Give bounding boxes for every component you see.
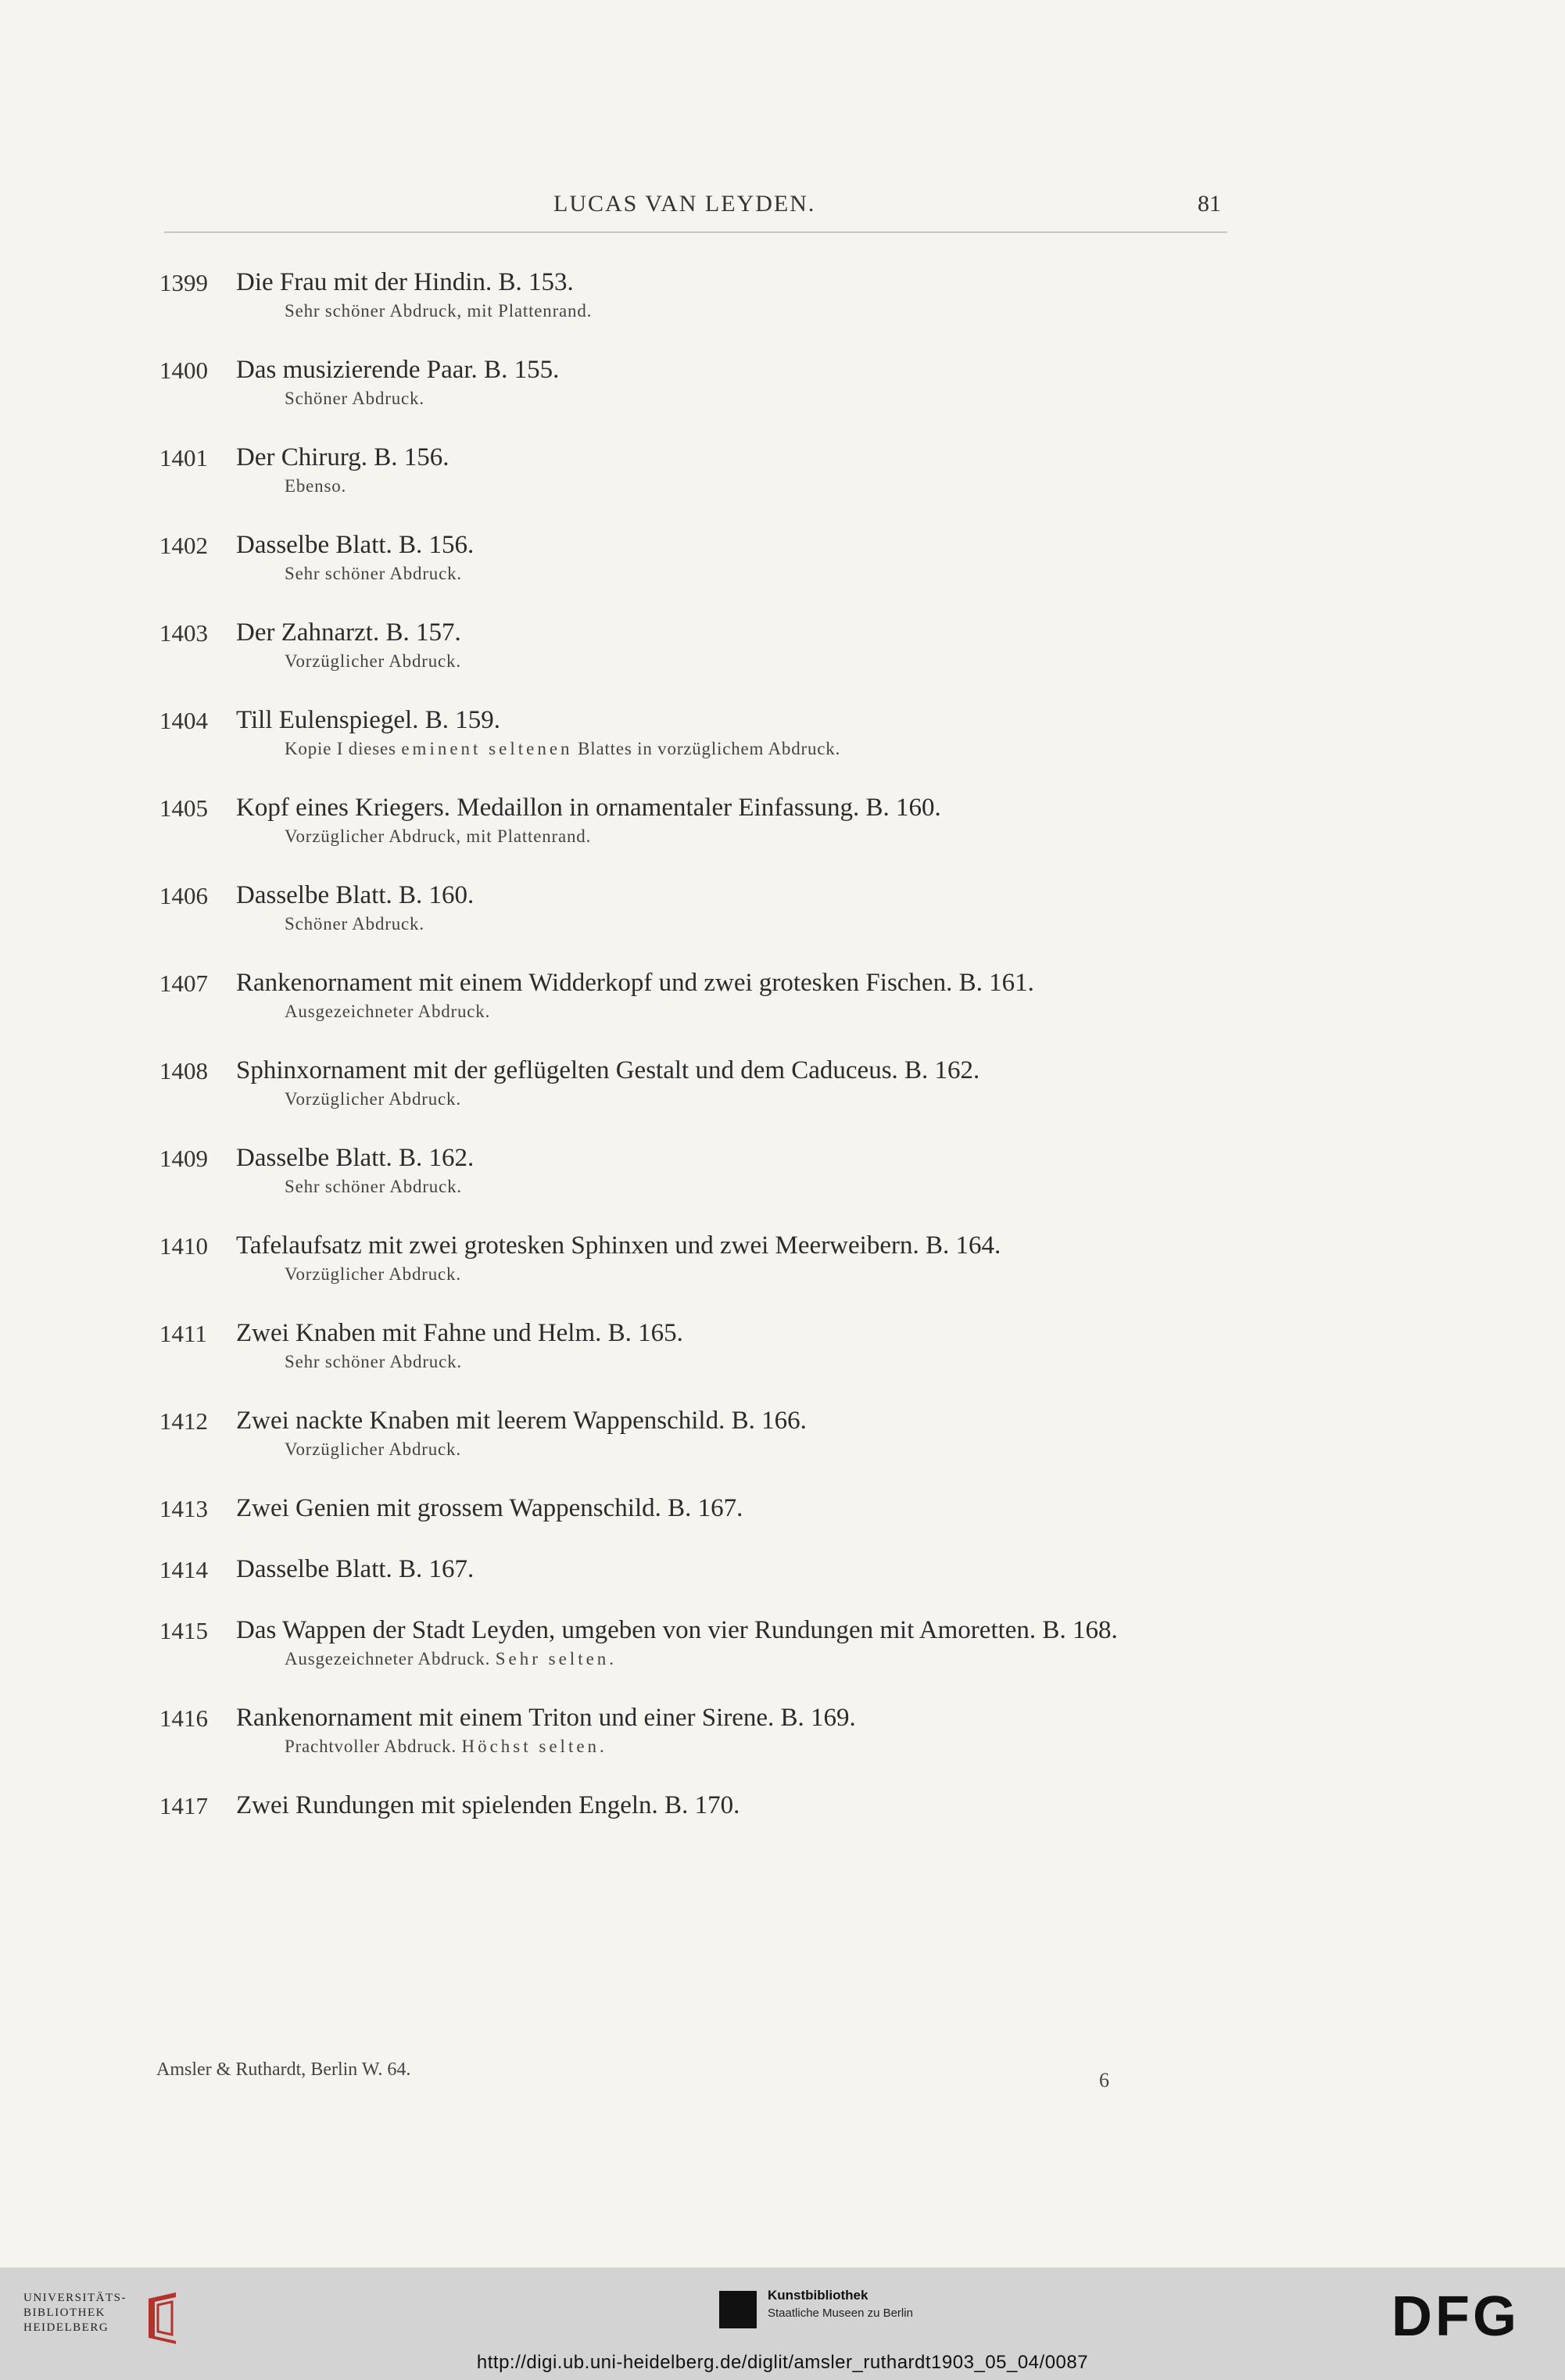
entry-title: Der Zahnarzt. B. 157. [236,618,461,647]
entry-condition: Vorzüglicher Abdruck. [285,1089,461,1109]
entry-title: Till Eulenspiegel. B. 159. [236,706,500,734]
catalogue-entry [159,794,1254,848]
entry-title: Rankenornament mit einem Triton und einer Sirene. B. 169. [236,1704,856,1732]
entry-number: 1407 [159,970,208,997]
entry-number: 1408 [159,1057,208,1084]
entry-condition: Schöner Abdruck. [285,389,424,408]
entry-condition [285,738,1254,760]
entry-title: Dasselbe Blatt. B. 162. [236,1144,475,1172]
entry-condition: Sehr schöner Abdruck. [285,1177,462,1196]
entry-condition: Vorzüglicher Abdruck. [285,651,461,671]
catalogue-entry [159,1145,1254,1198]
catalogue-entry [159,882,1254,935]
entry-title: Dasselbe Blatt. B. 167. [236,1555,475,1583]
entry-number: 1410 [159,1232,208,1260]
entry-rarity-emphasis: Sehr selten. [495,1649,618,1669]
entry-number: 1404 [159,707,208,734]
entry-number: 1413 [159,1495,208,1522]
museum-name: Kunstbibliothek [768,2288,868,2303]
entry-condition: Ausgezeichneter Abdruck. [285,1002,491,1021]
entry-title: Zwei nackte Knaben mit leerem Wappenschild. B. 166. [236,1407,807,1435]
entry-number: 1409 [159,1145,208,1172]
entry-number: 1399 [159,269,208,296]
entry-title: Das musizierende Paar. B. 155. [236,356,560,384]
entry-number: 1402 [159,532,208,559]
permalink-url[interactable]: http://digi.ub.uni-heidelberg.de/diglit/amsler_ruthardt1903_05_04/0087 [476,2352,1089,2373]
entry-title: Die Frau mit der Hindin. B. 153. [236,268,574,296]
entry-condition: Vorzüglicher Abdruck, mit Plattenrand. [285,826,592,846]
catalogue-entry [159,1057,1254,1110]
entry-number: 1416 [159,1704,208,1732]
entry-title: Zwei Genien mit grossem Wappenschild. B. 167. [236,1494,743,1522]
entry-rarity-emphasis: eminent seltenen [401,739,573,758]
entry-number: 1406 [159,882,208,909]
catalogue-entry [159,1407,1254,1461]
entry-number: 1414 [159,1556,208,1583]
catalogue-entry [159,619,1254,672]
entry-condition [285,1736,1254,1758]
entry-number: 1401 [159,444,208,471]
footer-bar [0,2267,1565,2380]
catalogue-entry [159,1232,1254,1285]
entry-condition-part: Kopie I dieses [285,739,396,758]
entry-title: Der Chirurg. B. 156. [236,443,449,471]
entry-number: 1417 [159,1792,208,1819]
university-library-name: UNIVERSITÄTS- BIBLIOTHEK HEIDELBERG [23,2292,127,2334]
entry-condition: Vorzüglicher Abdruck. [285,1264,461,1284]
catalogue-entry [159,1792,1254,1819]
university-mark-icon [141,2291,188,2346]
university-library-logo[interactable] [23,2291,203,2346]
entry-title: Tafelaufsatz mit zwei grotesken Sphinxen und zwei Meerweibern. B. 164. [236,1231,1001,1260]
entry-condition-part: Ausgezeichneter Abdruck. [285,1649,491,1669]
museum-eagle-icon [719,2291,757,2328]
header-rule [164,231,1227,233]
page-number: 81 [1198,191,1221,217]
entry-condition-part: Blattes in vorzüglichem Abdruck. [578,739,841,758]
entry-condition: Vorzüglicher Abdruck. [285,1439,461,1459]
kunstbibliothek-logo[interactable] [719,2283,954,2330]
catalogue-entry [159,357,1254,410]
catalogue-entry [159,1704,1254,1758]
catalogue-entry [159,707,1254,760]
entry-title: Dasselbe Blatt. B. 156. [236,531,475,559]
entry-condition: Ebenso. [285,476,347,496]
entry-title: Kopf eines Kriegers. Medaillon in ornamentaler Einfassung. B. 160. [236,794,941,822]
entry-condition [285,1648,1254,1670]
entry-title: Zwei Knaben mit Fahne und Helm. B. 165. [236,1319,683,1347]
sheet-signature: 6 [1099,2069,1109,2091]
entry-condition-part: Prachtvoller Abdruck. [285,1737,457,1756]
catalogue-entry [159,1495,1254,1522]
catalogue-entry [159,269,1254,322]
entry-title: Sphinxornament mit der geflügelten Gestalt und dem Caduceus. B. 162. [236,1056,980,1084]
catalogue-entry [159,1320,1254,1373]
entry-condition: Schöner Abdruck. [285,914,424,934]
dfg-logo[interactable]: DFG [1391,2285,1520,2348]
entry-number: 1415 [159,1617,208,1644]
entry-number: 1412 [159,1407,208,1435]
entry-number: 1403 [159,619,208,647]
running-head: LUCAS VAN LEYDEN. [553,191,816,217]
museum-subtitle: Staatliche Museen zu Berlin [768,2307,913,2320]
entry-title: Dasselbe Blatt. B. 160. [236,881,475,909]
catalogue-entry [159,970,1254,1023]
entry-title: Zwei Rundungen mit spielenden Engeln. B. 170. [236,1791,740,1819]
catalogue-entries [159,269,1254,1853]
entry-number: 1411 [159,1320,207,1347]
catalogue-entry [159,1556,1254,1582]
entry-condition: Sehr schöner Abdruck. [285,564,462,583]
entry-condition: Sehr schöner Abdruck. [285,1352,462,1371]
entry-rarity-emphasis: Höchst selten. [461,1737,607,1756]
catalogue-entry [159,1617,1254,1670]
catalogue-entry [159,444,1254,497]
entry-condition: Sehr schöner Abdruck, mit Plattenrand. [285,301,593,321]
catalogue-entry [159,532,1254,585]
entry-title: Rankenornament mit einem Widderkopf und zwei grotesken Fischen. B. 161. [236,969,1034,997]
entry-title: Das Wappen der Stadt Leyden, umgeben von vier Rundungen mit Amoretten. B. 168. [236,1616,1118,1644]
entry-number: 1400 [159,357,208,384]
publisher-imprint: Amsler & Ruthardt, Berlin W. 64. [156,2059,411,2080]
entry-number: 1405 [159,794,208,822]
